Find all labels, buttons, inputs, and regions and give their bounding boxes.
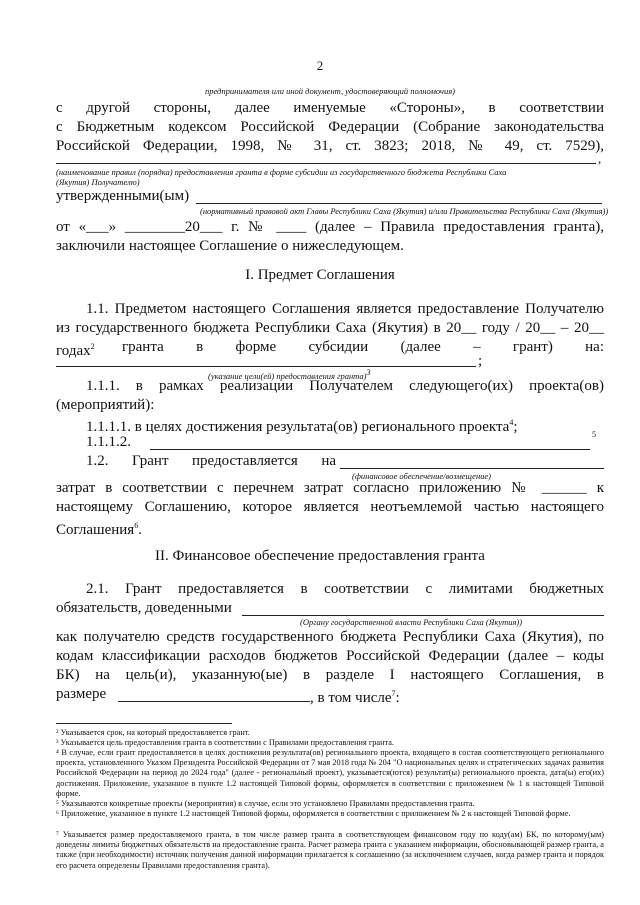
clause-1-1-1-line-2: (мероприятий): (56, 397, 155, 413)
amount-blank-line (118, 701, 310, 702)
rules-caption-2: (Якутия) Получателю) (56, 177, 140, 187)
clause-1-1-1-1: 1.1.1.1. в целях достижения результата(ов) регионального проекта$^4$; (86, 418, 518, 435)
clause-2-1-line-3: как получателю средств государственного бюджета Республики Саха (Якутия), по (56, 629, 604, 645)
clause-1-1-1-2-blank (150, 449, 590, 450)
clause-2-1-line-5: БК) на цель(и), указанную(ые) в разделе I настоящего Соглашения, в (56, 667, 604, 683)
clause-1-1-years: годах$^2$ (56, 342, 95, 359)
fin-blank-line (340, 468, 604, 469)
clause-2-1-line-4: кодам классификации расходов бюджетов Российской Федерации (далее – коды (56, 648, 604, 664)
footnote-4: ⁴ В случае, если грант предоставляется в целях достижения результата(ов) регионального проекта, входящего в состав соответствующего регионального проекта, установленного Указом Президента Российской Федерации от 7 мая 2018 года № 204 "О национальных целях и стратегических задачах развития Российской Федерации на период до 2024 года" (далее - региональный проект), указывается(ются) результат(ы) регионального проекта, дата(ы) его(их) достижения. Приложение, указанное в пункте 1.2 настоящей Типовой формы, оформляется в соответствии с приложением № 1 к настоящей Типовой форме. (56, 748, 604, 798)
footnote-2: ² Указывается срок, на который предоставляется грант. (56, 728, 250, 737)
footnote-6: ⁶ Приложение, указанное в пункте 1.2 настоящей Типовой формы, оформляется в соответствии с приложением № 2 к настоящей Типовой форме. (56, 809, 571, 818)
org-blank-line (242, 615, 604, 616)
approved-label: утвержденными(ым) (56, 188, 190, 204)
page-number: 2 (316, 58, 324, 73)
footnote-ref-5: 5 (592, 430, 596, 439)
clause-2-1-line-6: , в том числе$^7$: (310, 689, 400, 706)
goal-blank-line (56, 366, 476, 367)
date-line: от «___» ________20___ г. № ____ (далее – Правила предоставления гранта), (56, 219, 604, 235)
clause-1-2-line-1: 1.2. Грант предоставляется на (86, 453, 336, 469)
goal-caption: (указание цели(ей) предоставления гранта)$^3$ (208, 368, 371, 381)
clause-1-2-line-4: Соглашения$^6$. (56, 521, 142, 538)
clause-2-1-line-2: обязательств, доведенными (56, 600, 232, 616)
act-caption: (нормативный правовой акт Главы Республики Саха (Якутия) и/или Правительства Республики Саха (Якутия)) (200, 206, 609, 216)
footnote-separator (56, 723, 232, 724)
rules-caption-1: (наименование правил (порядка) предоставления гранта в форме субсидии из государственного бюджета Республики Саха (56, 167, 507, 177)
footnote-5: ⁵ Указываются конкретные проекты (мероприятия) в случае, если это установлено Правилами предоставления гранта. (56, 799, 475, 808)
approved-blank-line (196, 203, 602, 204)
clause-1-1-line-1: 1.1. Предметом настоящего Соглашения является предоставление Получателю (86, 301, 604, 317)
semicolon: ; (478, 353, 483, 369)
clause-1-1-line-2: из государственного бюджета Республики Саха (Якутия) в 20__ году / 20__ – 20__ (56, 320, 604, 336)
clause-1-1-line-3: гранта в форме субсидии (далее – грант) на: (122, 339, 604, 355)
authority-caption: предпринимателя или иной документ, удостоверяющий полномочия) (205, 86, 455, 96)
section-1-title: I. Предмет Соглашения (245, 267, 395, 283)
clause-1-1-1-line-1: 1.1.1. в рамках реализации Получателем следующего(их) проекта(ов) (86, 378, 604, 394)
clause-2-1-line-1: 2.1. Грант предоставляется в соответствии с лимитами бюджетных (86, 581, 604, 597)
fin-caption: (финансовое обеспечение/возмещение) (352, 471, 492, 481)
clause-2-1-amount-label: размере (56, 686, 107, 702)
clause-1-1-1-2: 1.1.1.2. (86, 434, 131, 450)
footnote-3: ³ Указывается цель предоставления гранта в соответствии с Правилами предоставления гранта. (56, 738, 394, 747)
clause-1-2-line-3: настоящему Соглашению, которое является неотъемлемой частью настоящего (56, 499, 604, 515)
footnote-7: ⁷ Указывается размер предоставляемого гранта, в том числе размер гранта в соответствующем финансовом году по коду(ам) БК, по которому(ым) доведены лимиты бюджетных обязательств на предоставление гранта. Расчет размера гранта с указанием информации, обосновывающей размер гранта, а также (при необходимости) источник получения данной информации прилагается к соглашению (за исключением случаев, когда размер гранта и порядок его расчета определены Правилами предоставления гранта). (56, 830, 604, 870)
section-2-title: II. Финансовое обеспечение предоставления гранта (155, 548, 485, 564)
text-line-2: с Бюджетным кодексом Российской Федерации (Собрание законодательства (56, 119, 604, 135)
text-line-3: Российской Федерации, 1998, № 31, ст. 3823; 2018, № 49, ст. 7529), (56, 138, 604, 154)
clause-1-2-line-2: затрат в соответствии с перечнем затрат согласно приложению № ______ к (56, 480, 604, 496)
comma-mark: , (598, 151, 602, 166)
text-line-1: с другой стороны, далее именуемые «Стороны», в соответствии (56, 100, 604, 116)
rules-blank-line (56, 163, 596, 164)
org-caption: (Органу государственной власти Республики Саха (Якутия)) (300, 617, 523, 627)
concluded-line: заключили настоящее Соглашение о нижеследующем. (56, 238, 404, 254)
